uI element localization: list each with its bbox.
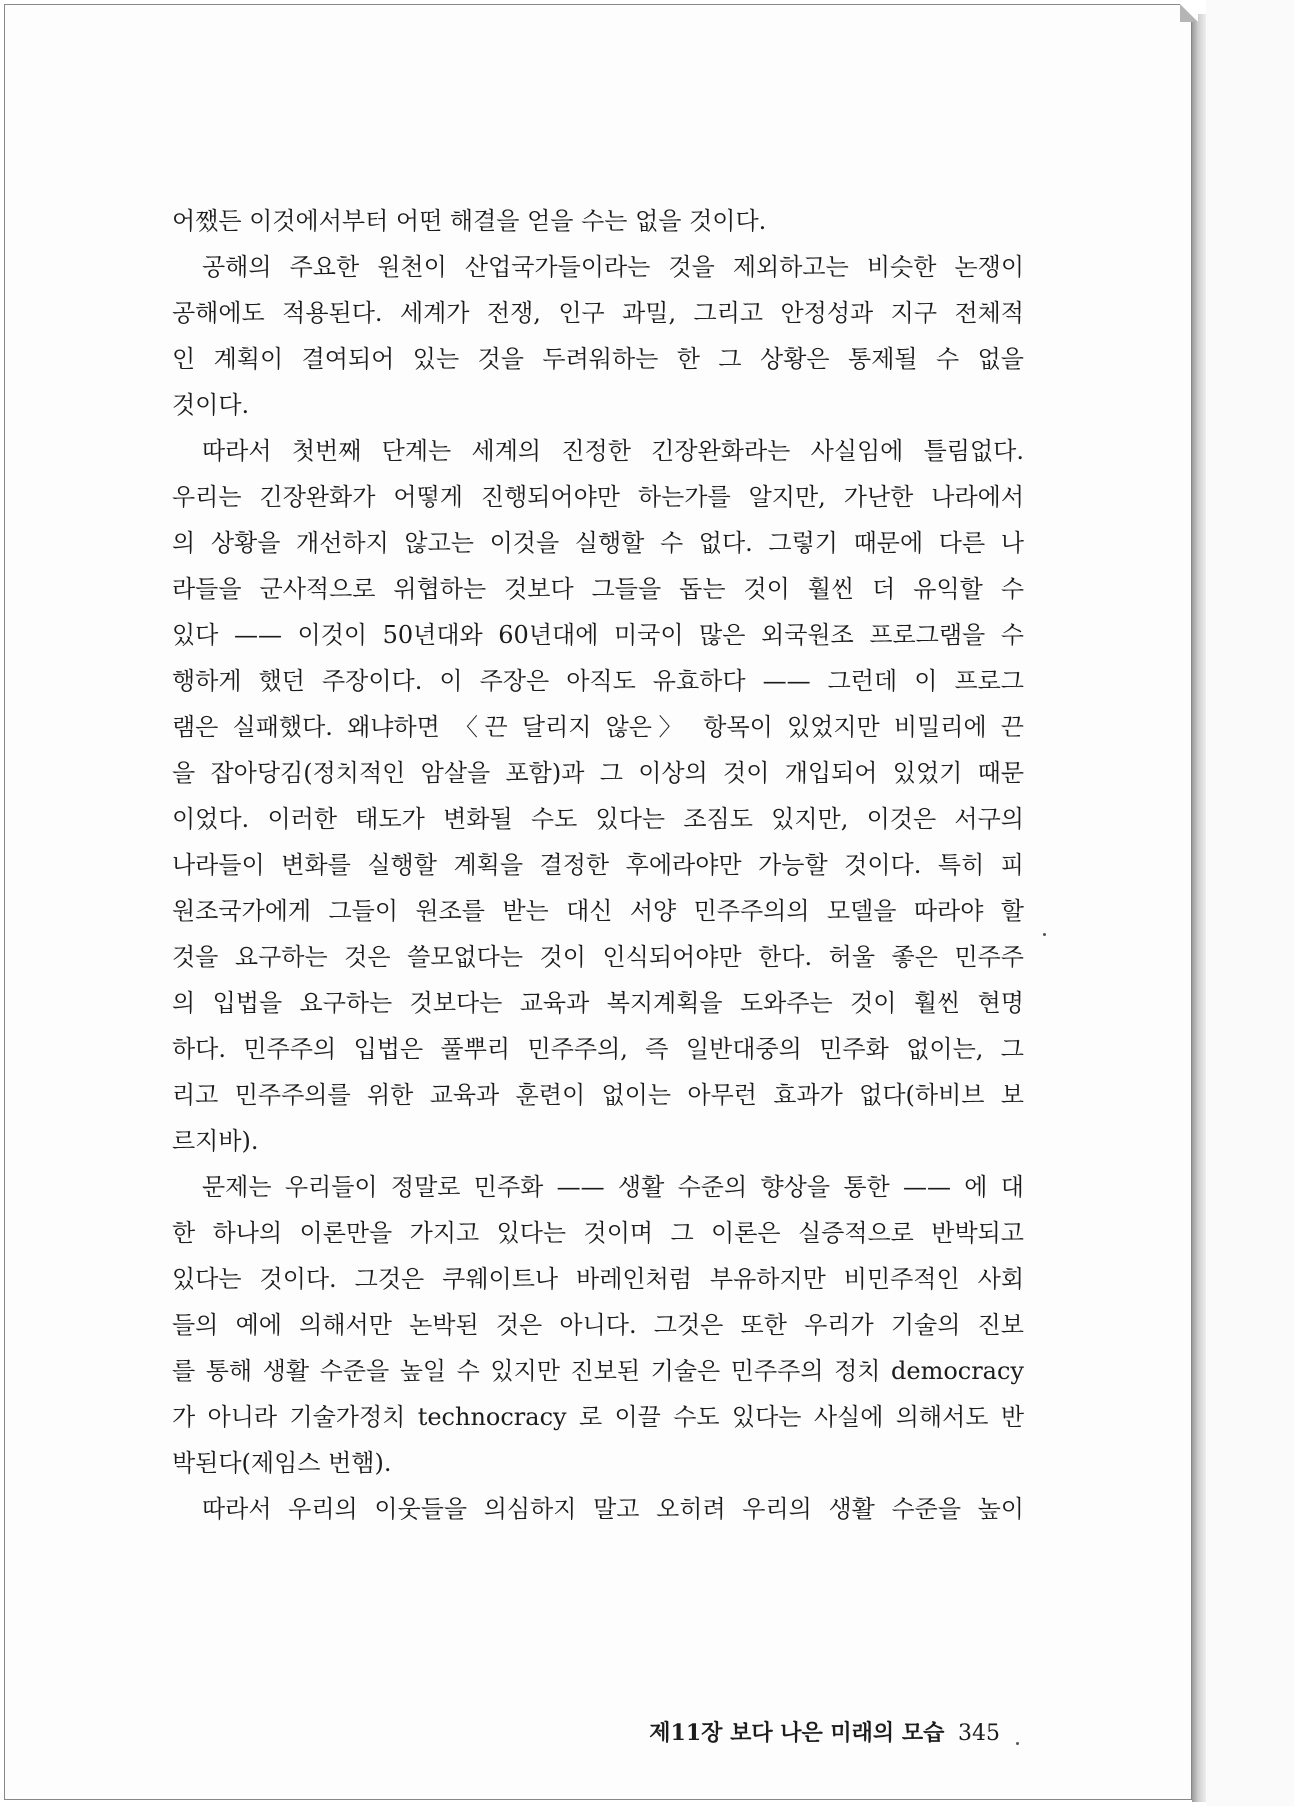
page-corner-fold — [1180, 4, 1198, 22]
page-number: 345 — [958, 1721, 1000, 1746]
text-line: 가 아니라 기술가정치 technocracy 로 이끌 수도 있다는 사실에 의해서도 반 — [172, 1403, 1024, 1431]
text-line: 한 하나의 이론만을 가지고 있다는 것이며 그 이론은 실증적으로 반박되고 — [172, 1219, 1024, 1247]
text-line: 하다. 민주주의 입법은 풀뿌리 민주주의, 즉 일반대중의 민주화 없이는, 그 — [172, 1035, 1024, 1063]
text-line: 이었다. 이러한 태도가 변화될 수도 있다는 조짐도 있지만, 이것은 서구의 — [172, 805, 1024, 833]
text-line: 들의 예에 의해서만 논박된 것은 아니다. 그것은 또한 우리가 기술의 진보 — [172, 1311, 1024, 1339]
text-line: 를 통해 생활 수준을 높일 수 있지만 진보된 기술은 민주주의 정치 democracy — [172, 1357, 1024, 1385]
text-line: 인 계획이 결여되어 있는 것을 두려워하는 한 그 상황은 통제될 수 없을 — [172, 345, 1024, 373]
text-line: 것을 요구하는 것은 쓸모없다는 것이 인식되어야만 한다. 허울 좋은 민주주 — [172, 943, 1024, 971]
scan-speck — [1043, 933, 1046, 936]
text-line: 행하게 했던 주장이다. 이 주장은 아직도 유효하다 —— 그런데 이 프로그 — [172, 667, 1024, 695]
text-line: 의 상황을 개선하지 않고는 이것을 실행할 수 없다. 그렇기 때문에 다른 나 — [172, 529, 1024, 557]
text-line: 리고 민주주의를 위한 교육과 훈련이 없이는 아무런 효과가 없다(하비브 보 — [172, 1081, 1024, 1109]
text-line: 우리는 긴장완화가 어떻게 진행되어야만 하는가를 알지만, 가난한 나라에서 — [172, 483, 1024, 511]
text-line: 원조국가에게 그들이 원조를 받는 대신 서양 민주주의의 모델을 따라야 할 — [172, 897, 1024, 925]
body-text — [172, 198, 1024, 1532]
text-line: 나라들이 변화를 실행할 계획을 결정한 후에라야만 가능할 것이다. 특히 피 — [172, 851, 1024, 879]
text-line: 공해에도 적용된다. 세계가 전쟁, 인구 과밀, 그리고 안정성과 지구 전체적 — [172, 299, 1024, 327]
scan-speck — [1016, 1742, 1019, 1745]
text-line: 있다 —— 이것이 50년대와 60년대에 미국이 많은 외국원조 프로그램을 수 — [172, 621, 1024, 649]
text-line: 따라서 첫번째 단계는 세계의 진정한 긴장완화라는 사실임에 틀림없다. — [202, 437, 1024, 465]
text-line: 있다는 것이다. 그것은 쿠웨이트나 바레인처럼 부유하지만 비민주적인 사회 — [172, 1265, 1024, 1293]
viewer-backdrop — [1206, 0, 1294, 1806]
text-line: 라들을 군사적으로 위협하는 것보다 그들을 돕는 것이 훨씬 더 유익할 수 — [172, 575, 1024, 603]
text-line: 을 잡아당김(정치적인 암살을 포함)과 그 이상의 것이 개입되어 있었기 때문 — [172, 759, 1024, 787]
text-line: 문제는 우리들이 정말로 민주화 —— 생활 수준의 향상을 통한 —— 에 대 — [202, 1173, 1024, 1201]
text-line: 박된다(제임스 번햄). — [172, 1449, 392, 1477]
text-line: 것이다. — [172, 391, 250, 419]
running-footer — [640, 1716, 1000, 1747]
text-line: 램은 실패했다. 왜냐하면 〈끈 달리지 않은〉 항목이 있었지만 비밀리에 끈 — [172, 713, 1024, 741]
text-line: 따라서 우리의 이웃들을 의심하지 말고 오히려 우리의 생활 수준을 높이 — [202, 1495, 1024, 1523]
text-line: 의 입법을 요구하는 것보다는 교육과 복지계획을 도와주는 것이 훨씬 현명 — [172, 989, 1024, 1017]
text-line: 공해의 주요한 원천이 산업국가들이라는 것을 제외하고는 비슷한 논쟁이 — [202, 253, 1024, 281]
page-edge-shadow — [1192, 14, 1206, 1802]
text-line: 르지바). — [172, 1127, 259, 1155]
chapter-title: 제11장 보다 나은 미래의 모습 — [649, 1720, 945, 1746]
text-line: 어쨌든 이것에서부터 어떤 해결을 얻을 수는 없을 것이다. — [172, 207, 767, 235]
